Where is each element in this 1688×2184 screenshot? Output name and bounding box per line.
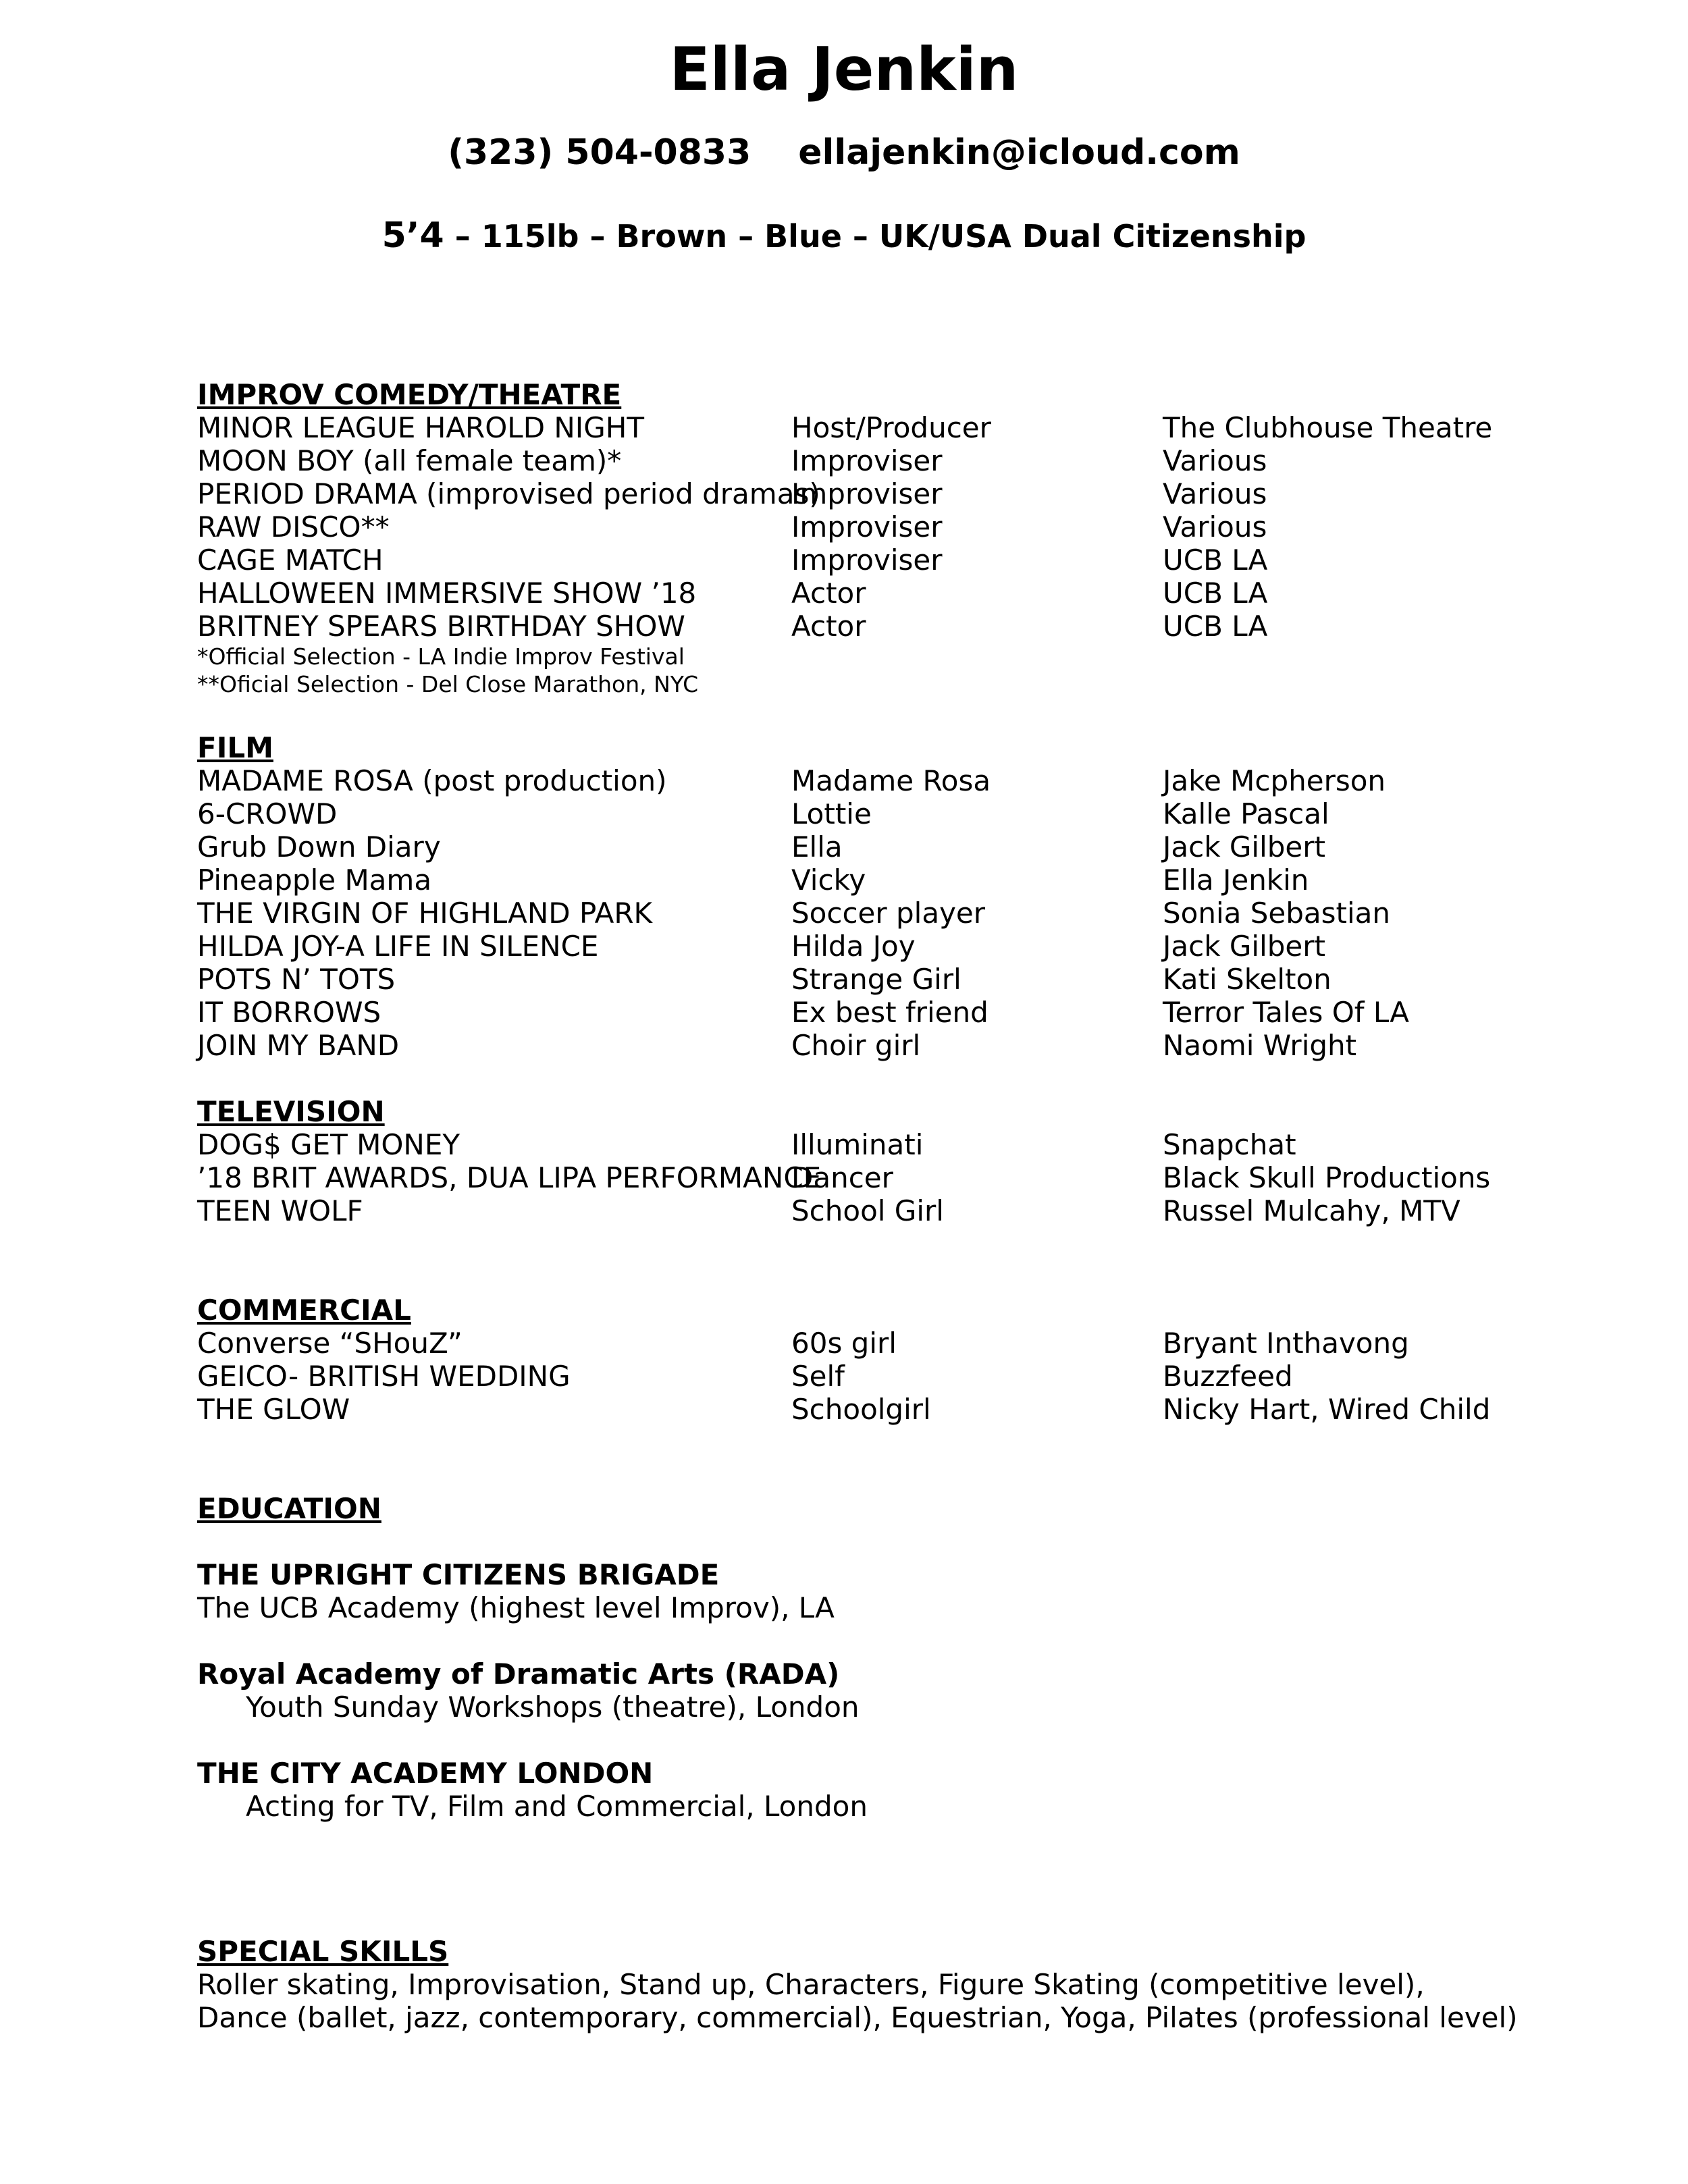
- credit-title: Converse “SHouZ”: [197, 1327, 463, 1360]
- table-row: [197, 863, 1548, 897]
- height-value: 5’4: [381, 215, 444, 256]
- credit-role: Vicky: [791, 863, 866, 897]
- school-detail: The UCB Academy (highest level Improv), LA: [197, 1591, 835, 1624]
- credit-role: Hilda Joy: [791, 930, 916, 963]
- credit-venue: UCB LA: [1163, 610, 1268, 643]
- credit-venue: UCB LA: [1163, 543, 1268, 577]
- credit-role: Improviser: [791, 543, 943, 577]
- credit-title: CAGE MATCH: [197, 543, 384, 577]
- credit-director: Sonia Sebastian: [1163, 897, 1391, 930]
- section-title-commercial: COMMERCIAL: [197, 1294, 411, 1327]
- credit-venue: Various: [1163, 510, 1267, 543]
- section-title-skills: SPECIAL SKILLS: [197, 1935, 449, 1968]
- table-row: [197, 1360, 1548, 1393]
- footnote: *Official Selection - LA Indie Improv Festival: [197, 643, 685, 670]
- credit-title: 6-CROWD: [197, 797, 338, 830]
- credit-director: Buzzfeed: [1163, 1360, 1293, 1393]
- credit-director: Jack Gilbert: [1163, 830, 1326, 863]
- credit-director: Kati Skelton: [1163, 963, 1331, 996]
- credit-network: Russel Mulcahy, MTV: [1163, 1194, 1460, 1227]
- credit-director: Terror Tales Of LA: [1163, 996, 1410, 1029]
- email-address: ellajenkin@icloud.com: [798, 132, 1240, 173]
- table-row: [197, 897, 1548, 930]
- section-title-film: FILM: [197, 731, 273, 764]
- credit-network: Snapchat: [1163, 1128, 1296, 1161]
- credit-title: GEICO- BRITISH WEDDING: [197, 1360, 571, 1393]
- credit-role: Madame Rosa: [791, 764, 991, 797]
- credit-role: Ella: [791, 830, 843, 863]
- school-name: Royal Academy of Dramatic Arts (RADA): [197, 1657, 840, 1690]
- credit-role: Improviser: [791, 510, 943, 543]
- phone-number: (323) 504-0833: [448, 132, 751, 173]
- credit-role: Schoolgirl: [791, 1393, 931, 1426]
- credit-role: School Girl: [791, 1194, 944, 1227]
- credit-title: THE VIRGIN OF HIGHLAND PARK: [197, 897, 653, 930]
- credit-title: HALLOWEEN IMMERSIVE SHOW ’18: [197, 577, 697, 610]
- table-row: [197, 1128, 1548, 1161]
- table-row: [197, 1161, 1548, 1194]
- credit-director: Naomi Wright: [1163, 1029, 1357, 1062]
- credit-role: Ex best friend: [791, 996, 988, 1029]
- table-row: [197, 477, 1548, 510]
- school-detail: Youth Sunday Workshops (theatre), London: [246, 1690, 860, 1724]
- credit-title: TEEN WOLF: [197, 1194, 363, 1227]
- credit-title: POTS N’ TOTS: [197, 963, 396, 996]
- table-row: [197, 1327, 1548, 1360]
- credit-title: JOIN MY BAND: [197, 1029, 400, 1062]
- stats-details: – 115lb – Brown – Blue – UK/USA Dual Citizenship: [444, 218, 1307, 255]
- resume-body: [197, 378, 1548, 2034]
- credit-role: Choir girl: [791, 1029, 921, 1062]
- credit-title: ’18 BRIT AWARDS, DUA LIPA PERFORMANCE: [197, 1161, 822, 1194]
- credit-role: Soccer player: [791, 897, 986, 930]
- table-row: [197, 444, 1548, 477]
- credit-title: Pineapple Mama: [197, 863, 432, 897]
- credit-title: THE GLOW: [197, 1393, 350, 1426]
- footnote: **Oficial Selection - Del Close Marathon, NYC: [197, 671, 699, 697]
- table-row: [197, 411, 1548, 444]
- credit-role: Host/Producer: [791, 411, 991, 444]
- credit-title: Grub Down Diary: [197, 830, 441, 863]
- school-detail: Acting for TV, Film and Commercial, London: [246, 1790, 868, 1823]
- credit-director: Ella Jenkin: [1163, 863, 1309, 897]
- credit-director: Kalle Pascal: [1163, 797, 1329, 830]
- film-list: [197, 764, 1548, 1062]
- credit-role: 60s girl: [791, 1327, 897, 1360]
- physical-stats: [0, 215, 1688, 257]
- section-title-education: EDUCATION: [197, 1492, 381, 1525]
- credit-venue: Various: [1163, 477, 1267, 510]
- credit-role: Actor: [791, 610, 866, 643]
- credit-title: MADAME ROSA (post production): [197, 764, 667, 797]
- table-row: [197, 764, 1548, 797]
- credit-venue: The Clubhouse Theatre: [1163, 411, 1493, 444]
- table-row: [197, 610, 1548, 643]
- resume-name: Ella Jenkin: [669, 34, 1019, 104]
- table-row: [197, 797, 1548, 830]
- credit-role: Improviser: [791, 444, 943, 477]
- table-row: [197, 963, 1548, 996]
- credit-role: Illuminati: [791, 1128, 924, 1161]
- credit-director: Jake Mcpherson: [1163, 764, 1386, 797]
- credit-title: BRITNEY SPEARS BIRTHDAY SHOW: [197, 610, 685, 643]
- credit-role: Strange Girl: [791, 963, 961, 996]
- table-row: [197, 996, 1548, 1029]
- credit-title: PERIOD DRAMA (improvised period dramas): [197, 477, 820, 510]
- credit-director: Jack Gilbert: [1163, 930, 1326, 963]
- credit-role: Self: [791, 1360, 845, 1393]
- credit-title: HILDA JOY-A LIFE IN SILENCE: [197, 930, 599, 963]
- table-row: [197, 1029, 1548, 1062]
- table-row: [197, 930, 1548, 963]
- section-title-television: TELEVISION: [197, 1095, 385, 1128]
- table-row: [197, 510, 1548, 543]
- credit-title: RAW DISCO**: [197, 510, 390, 543]
- credit-role: Dancer: [791, 1161, 893, 1194]
- table-row: [197, 1393, 1548, 1426]
- school-name: THE UPRIGHT CITIZENS BRIGADE: [197, 1558, 720, 1591]
- credit-role: Actor: [791, 577, 866, 610]
- table-row: [197, 543, 1548, 577]
- credit-venue: UCB LA: [1163, 577, 1268, 610]
- credit-title: DOG$ GET MONEY: [197, 1128, 460, 1161]
- television-list: [197, 1128, 1548, 1227]
- commercial-list: [197, 1327, 1548, 1426]
- skills-text: Roller skating, Improvisation, Stand up, Characters, Figure Skating (competitive level), Dance (ballet, jazz, contemporary, commercial), Equestrian, Yoga, Pilates (professional level): [197, 1968, 1518, 2034]
- credit-director: Nicky Hart, Wired Child: [1163, 1393, 1491, 1426]
- credit-director: Bryant Inthavong: [1163, 1327, 1409, 1360]
- school-name: THE CITY ACADEMY LONDON: [197, 1757, 654, 1790]
- contact-line: [0, 132, 1688, 174]
- credit-role: Lottie: [791, 797, 872, 830]
- credit-venue: Various: [1163, 444, 1267, 477]
- credit-title: MINOR LEAGUE HAROLD NIGHT: [197, 411, 644, 444]
- table-row: [197, 830, 1548, 863]
- improv-list: [197, 411, 1548, 643]
- credit-title: MOON BOY (all female team)*: [197, 444, 622, 477]
- section-title-improv: IMPROV COMEDY/THEATRE: [197, 378, 622, 411]
- table-row: [197, 1194, 1548, 1227]
- credit-role: Improviser: [791, 477, 943, 510]
- table-row: [197, 577, 1548, 610]
- credit-title: IT BORROWS: [197, 996, 381, 1029]
- credit-network: Black Skull Productions: [1163, 1161, 1491, 1194]
